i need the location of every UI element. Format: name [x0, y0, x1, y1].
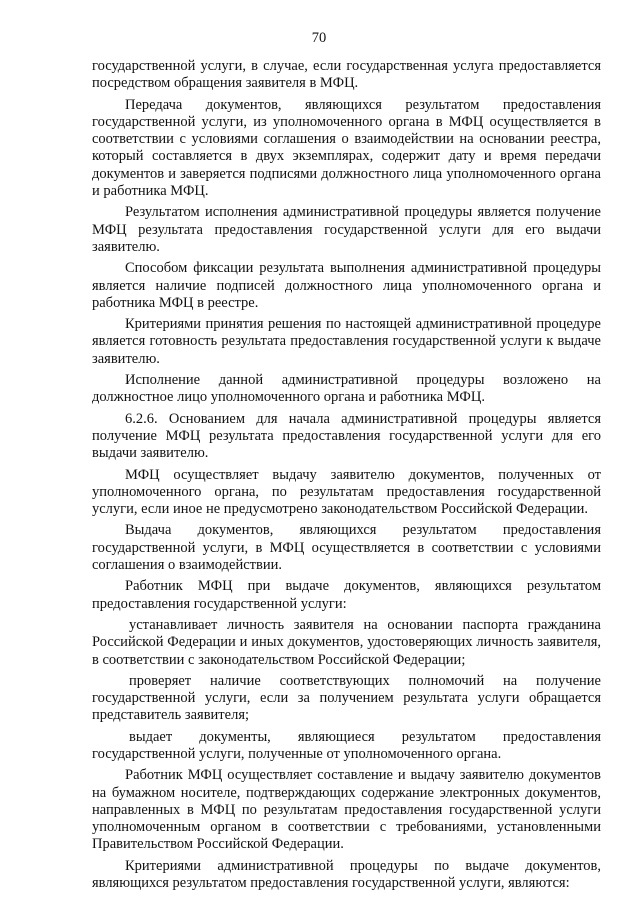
paragraph-responsible-person: Исполнение данной административной процедуры возложено на должностное лицо уполномоченного органа и работника МФЦ.: [92, 372, 601, 406]
body-text: [92, 58, 601, 896]
page-number: 70: [311, 30, 327, 46]
paragraph-continuation: государственной услуги, в случае, если государственная услуга предоставляется посредством обращения заявителя в МФЦ.: [92, 58, 601, 92]
paragraph-issuance-agreement: Выдача документов, являющихся результатом предоставления государственной услуги, в МФЦ осуществляется в соответствии с условиями соглашения о взаимодействии.: [92, 522, 601, 574]
list-item-issue-documents: выдает документы, являющиеся результатом предоставления государственной услуги, полученные от уполномоченного органа.: [92, 728, 601, 762]
paragraph-procedure-result: Результатом исполнения административной процедуры является получение МФЦ результата предоставления государственной услуги для его выдачи заявителю.: [92, 204, 601, 255]
paragraph-mfc-issuance: МФЦ осуществляет выдачу заявителю документов, полученных от уполномоченного органа, по результатам предоставления государственной услуги, если иное не предусмотрено законодательством Российской Федерации.: [92, 466, 601, 518]
paragraph-paper-documents: Работник МФЦ осуществляет составление и выдачу заявителю документов на бумажном носителе, подтверждающих содержание электронных документов, направленных в МФЦ по результатам предоставления государственной услуги уполномоченным органом в соответствии с требованиями, установленными Правительством Российской Федерации.: [92, 767, 601, 853]
list-item-identity: устанавливает личность заявителя на основании паспорта гражданина Российской Федерации и иных документов, удостоверяющих личность заявителя, в соответствии с законодательством Российской Федерации;: [92, 616, 601, 668]
paragraph-document-transfer: Передача документов, являющихся результатом предоставления государственной услуги, из уполномоченного органа в МФЦ осуществляется в соответствии с условиями соглашения о взаимодействии на основании реестра, который составляется в двух экземплярах, содержит дату и время передачи документов и заверяется подписями должностного лица уполномоченного органа и работника МФЦ.: [92, 96, 601, 200]
paragraph-decision-criteria: Критериями принятия решения по настоящей административной процедуре является готовность результата предоставления государственной услуги к выдаче заявителю.: [92, 316, 601, 367]
paragraph-fixation-method: Способом фиксации результата выполнения административной процедуры является наличие подписей должностного лица уполномоченного органа и работника МФЦ в реестре.: [92, 260, 601, 311]
paragraph-criteria: Критериями административной процедуры по выдаче документов, являющихся результатом предоставления государственной услуги, являются:: [92, 857, 601, 892]
paragraph-section-6-2-6: 6.2.6. Основанием для начала административной процедуры является получение МФЦ результата предоставления государственной услуги для его выдачи заявителю.: [92, 410, 601, 462]
list-item-authority: проверяет наличие соответствующих полномочий на получение государственной услуги, если за получением результата услуги обращается представитель заявителя;: [92, 672, 601, 724]
paragraph-employee-actions: Работник МФЦ при выдаче документов, являющихся результатом предоставления государственной услуги:: [92, 578, 601, 612]
